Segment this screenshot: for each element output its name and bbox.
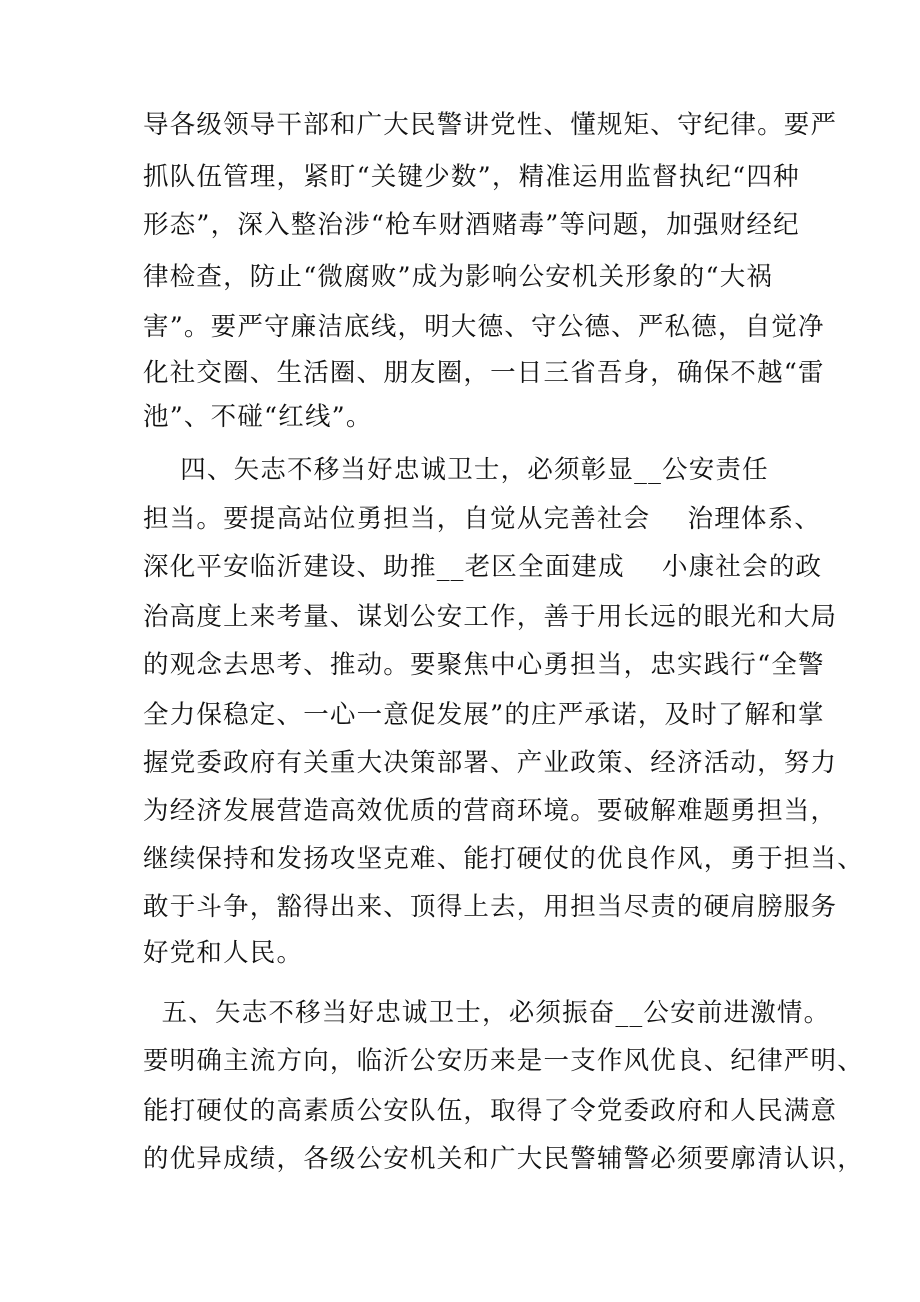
text-line: 池”、不碰“红线”。 xyxy=(143,402,373,432)
text-line: 导各级领导干部和广大民警讲党性、懂规矩、守纪律。要严 xyxy=(143,110,838,140)
text-line: 敢于斗争，豁得出来、顶得上去，用担当尽责的硬肩膀服务 xyxy=(143,892,838,922)
text-line: 的观念去思考、推动。要聚焦中心勇担当，忠实践行“全警 xyxy=(143,650,825,680)
text-line: 继续保持和发扬攻坚克难、能打硬仗的优良作风，勇于担当、 xyxy=(143,844,864,874)
text-line: 全力保稳定、一心一意促发展”的庄严承诺，及时了解和掌 xyxy=(143,700,825,730)
text-line: 害”。要严守廉洁底线，明大德、守公德、严私德，自觉净 xyxy=(143,312,825,342)
text-line: 抓队伍管理，紧盯“关键少数”，精准运用监督执纪“四种 xyxy=(143,162,800,192)
text-line: 治高度上来考量、谋划公安工作，善于用长远的眼光和大局 xyxy=(143,602,838,632)
text-line: 担当。要提高站位勇担当，自觉从完善社会 治理体系、 xyxy=(143,504,822,534)
text-line: 深化平安临沂建设、助推__老区全面建成 小康社会的政 xyxy=(143,552,823,582)
text-line: 握党委政府有关重大决策部署、产业政策、经济活动，努力 xyxy=(143,748,838,778)
text-line: 要明确主流方向，临沂公安历来是一支作风优良、纪律严明、 xyxy=(143,1046,864,1076)
text-line: 化社交圈、生活圈、朋友圈，一日三省吾身，确保不越“雷 xyxy=(143,358,825,388)
text-line: 的优异成绩，各级公安机关和广大民警辅警必须要廓清认识， xyxy=(143,1144,864,1174)
text-line: 能打硬仗的高素质公安队伍，取得了令党委政府和人民满意 xyxy=(143,1096,838,1126)
text-line: 形态”，深入整治涉“枪车财酒赌毒”等问题，加强财经纪 xyxy=(143,210,800,240)
paragraph-four-first-line: 四、矢志不移当好忠诚卫士，必须彰显__公安责任 xyxy=(143,455,769,485)
text-line: 好党和人民。 xyxy=(143,938,304,968)
paragraph-five-first-line: 五、矢志不移当好忠诚卫士，必须振奋__公安前进激情。 xyxy=(143,998,831,1028)
text-line: 律检查，防止“微腐败”成为影响公安机关形象的“大祸 xyxy=(143,262,774,292)
text-line: 为经济发展营造高效优质的营商环境。要破解难题勇担当， xyxy=(143,796,838,826)
